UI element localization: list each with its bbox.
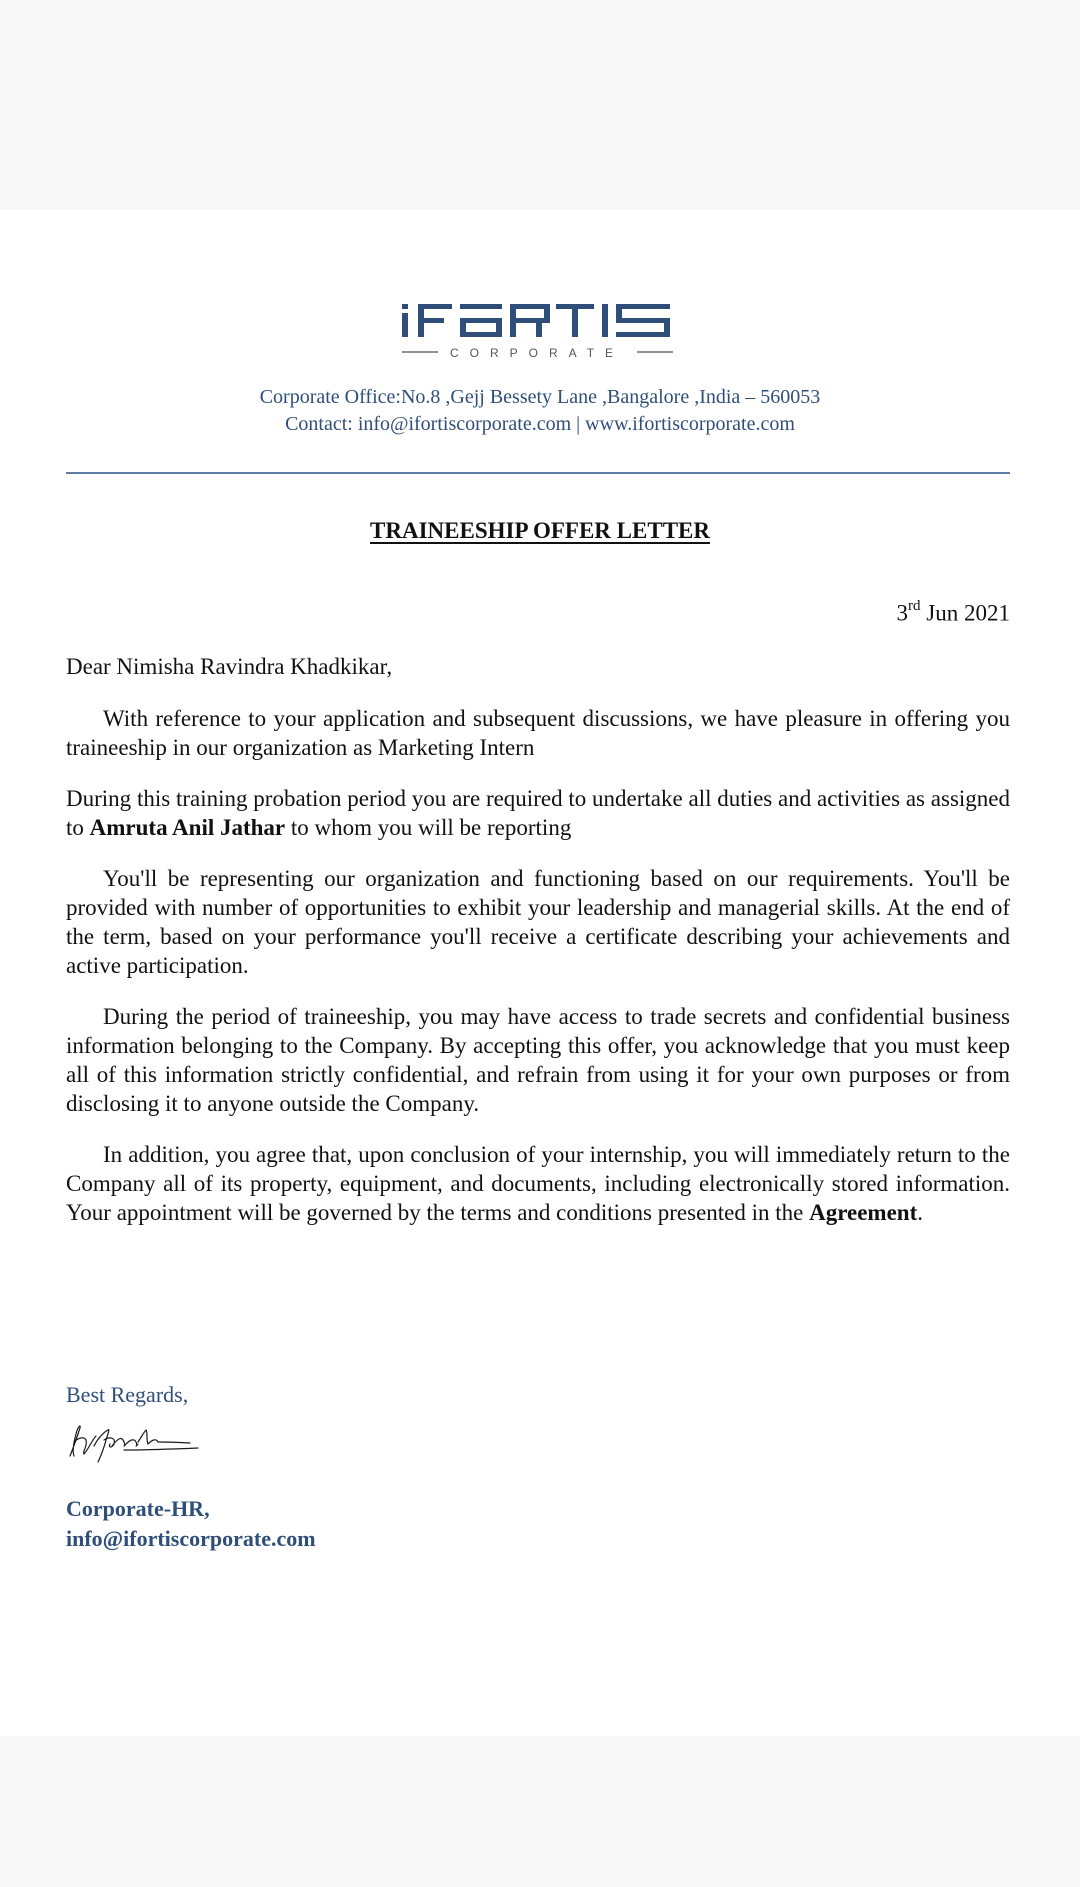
- letterhead-address: [0, 384, 1080, 438]
- office-address: Corporate Office:No.8 ,Gejj Bessety Lane ,Bangalore ,India – 560053: [259, 386, 821, 408]
- company-logo: [400, 300, 675, 364]
- best-regards: Best Regards,: [66, 1382, 189, 1407]
- date-suffix: rd: [908, 598, 921, 614]
- supervisor-name: Amruta Anil Jathar: [89, 815, 286, 840]
- paragraph-3: You'll be representing our organization and functioning based on our requirements. You'll be provided with number of opportunities to exhibit your leadership and managerial skills. At the end of the term, based on your performance you'll receive a certificate describing your achievements and active participation.: [66, 866, 1010, 978]
- letter-date: [897, 600, 1010, 627]
- letter-title-text: TRAINEESHIP OFFER LETTER: [370, 518, 710, 543]
- paragraph-4: During the period of traineeship, you may have access to trade secrets and confidential business information belonging to the Company. By accepting this offer, you acknowledge that you must keep all of this information strictly confidential, and refrain from using it for your own purposes or from disclosing it to anyone outside the Company.: [66, 1004, 1010, 1116]
- paragraph-5-tail: .: [917, 1200, 923, 1225]
- paragraph-2-tail: to whom you will be reporting: [285, 815, 572, 840]
- contact-info: Contact: info@ifortiscorporate.com | www.ifortiscorporate.com: [285, 413, 795, 435]
- agreement-term: Agreement: [809, 1200, 918, 1225]
- salutation: Dear Nimisha Ravindra Khadkikar,: [66, 654, 393, 679]
- signatory-name: Corporate-HR,: [66, 1496, 210, 1521]
- handwritten-signature: [64, 1418, 204, 1470]
- letter-title: [0, 518, 1080, 544]
- signatory-block: [66, 1494, 316, 1554]
- date-day: 3: [896, 600, 909, 626]
- logo-tagline: CORPORATE: [449, 346, 625, 360]
- paragraph-5-text: In addition, you agree that, upon conclusion of your internship, you will immediately return to the Company all of its property, equipment, and documents, including electronically stored information. Your appointment will be governed by the terms and conditions presented in the: [66, 1142, 1010, 1225]
- date-month-year: Jun 2021: [920, 600, 1010, 626]
- paragraph-2-text: During this training probation period you are required to undertake all duties and activities as assigned to: [66, 786, 1010, 840]
- header-divider: [66, 472, 1010, 474]
- paragraph-2: [66, 784, 1010, 842]
- paragraph-1: With reference to your application and subsequent discussions, we have pleasure in offering you traineeship in our organization as Marketing Intern: [66, 706, 1010, 760]
- signatory-email: info@ifortiscorporate.com: [66, 1526, 316, 1551]
- letter-body: [66, 704, 1010, 1249]
- paragraph-5: [66, 1140, 1010, 1227]
